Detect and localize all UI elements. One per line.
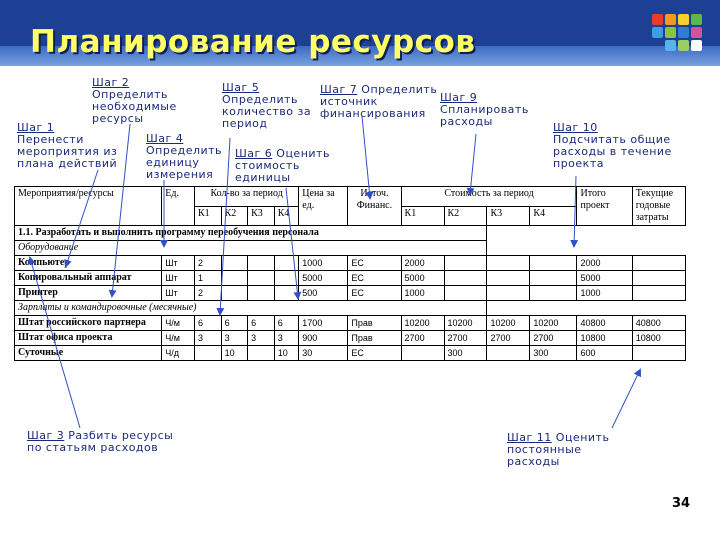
cell-source: ЕС — [348, 286, 401, 301]
cell-current — [632, 256, 685, 271]
cell-qty-q3 — [248, 256, 275, 271]
cell-unit: Ч/м — [162, 316, 195, 331]
cell-price: 900 — [299, 331, 348, 346]
cell-cost-q4: 300 — [530, 346, 577, 361]
cell-current — [632, 271, 685, 286]
cell-qty-q1: 2 — [194, 256, 221, 271]
cell-cost-q1: 2000 — [401, 256, 444, 271]
header-cost-q3: К3 — [487, 206, 530, 226]
arrow-step-11 — [612, 370, 640, 428]
cell-cost-q4: 10200 — [530, 316, 577, 331]
slide-header — [0, 0, 720, 66]
cell-qty-q4 — [274, 271, 299, 286]
cell-source: Прав — [348, 331, 401, 346]
header-current: Текущие годовые затраты — [632, 187, 685, 226]
cell-cost-q4 — [530, 271, 577, 286]
cell-cost-q1 — [401, 346, 444, 361]
cell-qty-q1: 1 — [194, 271, 221, 286]
step-11-note: Шаг 11 Оценить постоянные расходы — [507, 431, 610, 468]
cell-cost-q2 — [444, 256, 487, 271]
step-7-note: Шаг 7 Определить источник финансирования — [320, 83, 438, 120]
cell-cost-q1: 1000 — [401, 286, 444, 301]
cell-cost-q2 — [444, 286, 487, 301]
cell-item: Штат офиса проекта — [15, 331, 162, 346]
cell-source: ЕС — [348, 256, 401, 271]
cell-item: Суточные — [15, 346, 162, 361]
cell-total: 600 — [577, 346, 632, 361]
step-9-note: Шаг 9 Спланировать расходы — [440, 91, 529, 128]
cell-cost-q3 — [487, 346, 530, 361]
group-row — [15, 301, 686, 316]
header-source: Источ. Финанс. — [348, 187, 401, 226]
cell-cost-q3: 10200 — [487, 316, 530, 331]
table-header-row — [15, 187, 686, 207]
cell-qty-q2: 10 — [221, 346, 248, 361]
cell-item: Копировальный аппарат — [15, 271, 162, 286]
cell-unit: Ч/м — [162, 331, 195, 346]
cell-cost-q1: 5000 — [401, 271, 444, 286]
group-equipment: Оборудование — [15, 241, 487, 256]
group-filler — [487, 241, 686, 256]
salary-row — [15, 346, 686, 361]
cell-source: Прав — [348, 316, 401, 331]
cell-cost-q4: 2700 — [530, 331, 577, 346]
equipment-row — [15, 286, 686, 301]
cell-qty-q2 — [221, 271, 248, 286]
header-cost-q1: К1 — [401, 206, 444, 226]
section-title: 1.1. Разработать и выполнить программу переобучения персонала — [15, 226, 487, 241]
header-cost: Стоимость за период — [401, 187, 577, 207]
page-number: 34 — [672, 496, 691, 511]
cell-price: 5000 — [299, 271, 348, 286]
cell-price: 1700 — [299, 316, 348, 331]
salary-row — [15, 316, 686, 331]
group-row — [15, 241, 686, 256]
header-q2: К2 — [221, 206, 248, 226]
step-5-note: Шаг 5 Определить количество за период — [222, 81, 312, 130]
cell-qty-q2 — [221, 256, 248, 271]
cell-unit: Шт — [162, 271, 195, 286]
cell-cost-q2: 2700 — [444, 331, 487, 346]
cell-qty-q1: 6 — [194, 316, 221, 331]
cell-price: 30 — [299, 346, 348, 361]
cell-item: Компьютер — [15, 256, 162, 271]
cell-cost-q3: 2700 — [487, 331, 530, 346]
arrow-step-9 — [470, 134, 476, 194]
section-row — [15, 226, 686, 241]
cell-price: 1000 — [299, 256, 348, 271]
header-item: Мероприятия/ресурсы — [15, 187, 162, 226]
cell-qty-q4: 3 — [274, 331, 299, 346]
header-cost-q2: К2 — [444, 206, 487, 226]
cell-qty-q3 — [248, 271, 275, 286]
cell-cost-q3 — [487, 256, 530, 271]
cell-qty-q3 — [248, 286, 275, 301]
slide-title: Планирование ресурсов — [30, 24, 476, 60]
cell-qty-q1: 2 — [194, 286, 221, 301]
header-q1: К1 — [194, 206, 221, 226]
header-q3: К3 — [248, 206, 275, 226]
step-1-note: Шаг 1 Перенести мероприятия из плана действий — [17, 121, 118, 170]
header-total: Итого проект — [577, 187, 632, 226]
cell-item: Штат российского партнера — [15, 316, 162, 331]
equipment-row — [15, 271, 686, 286]
color-squares-logo — [652, 14, 704, 54]
cell-qty-q1: 3 — [194, 331, 221, 346]
cell-total: 5000 — [577, 271, 632, 286]
cell-cost-q4 — [530, 286, 577, 301]
section-filler — [487, 226, 686, 241]
cell-price: 500 — [299, 286, 348, 301]
step-4-note: Шаг 4 Определить единицу измерения — [146, 132, 223, 181]
cell-total: 2000 — [577, 256, 632, 271]
cell-source: ЕС — [348, 271, 401, 286]
header-qty: Кол-во за период — [194, 187, 298, 207]
cell-cost-q3 — [487, 286, 530, 301]
cell-qty-q2: 3 — [221, 331, 248, 346]
salary-rows — [15, 316, 686, 361]
cell-current — [632, 346, 685, 361]
cell-cost-q2: 10200 — [444, 316, 487, 331]
cell-unit: Шт — [162, 256, 195, 271]
cell-current: 40800 — [632, 316, 685, 331]
cell-qty-q2: 6 — [221, 316, 248, 331]
cell-qty-q3 — [248, 346, 275, 361]
cell-qty-q4 — [274, 286, 299, 301]
group-salaries: Зарплаты и командировочные (месячные) — [15, 301, 487, 316]
cell-cost-q2 — [444, 271, 487, 286]
header-cost-q4: К4 — [530, 206, 577, 226]
cell-qty-q3: 6 — [248, 316, 275, 331]
cell-qty-q2 — [221, 286, 248, 301]
cell-cost-q2: 300 — [444, 346, 487, 361]
cell-total: 1000 — [577, 286, 632, 301]
cell-current: 10800 — [632, 331, 685, 346]
cell-current — [632, 286, 685, 301]
cell-cost-q4 — [530, 256, 577, 271]
cell-qty-q4: 10 — [274, 346, 299, 361]
equipment-rows — [15, 256, 686, 301]
header-price: Цена за ед. — [299, 187, 348, 226]
cell-total: 40800 — [577, 316, 632, 331]
salary-row — [15, 331, 686, 346]
cell-cost-q1: 2700 — [401, 331, 444, 346]
cell-qty-q4 — [274, 256, 299, 271]
group-filler — [487, 301, 686, 316]
cell-total: 10800 — [577, 331, 632, 346]
header-q4: К4 — [274, 206, 299, 226]
header-unit: Ед. — [162, 187, 195, 226]
resource-table — [14, 186, 686, 361]
cell-source: ЕС — [348, 346, 401, 361]
cell-unit: Шт — [162, 286, 195, 301]
cell-unit: Ч/д — [162, 346, 195, 361]
cell-qty-q3: 3 — [248, 331, 275, 346]
step-3-note: Шаг 3 Разбить ресурсы по статьям расходов — [27, 429, 174, 454]
cell-qty-q4: 6 — [274, 316, 299, 331]
cell-item: Принтер — [15, 286, 162, 301]
cell-cost-q1: 10200 — [401, 316, 444, 331]
step-10-note: Шаг 10 Подсчитать общие расходы в течение проекта — [553, 121, 672, 170]
step-2-note: Шаг 2 Определить необходимые ресурсы — [92, 76, 177, 125]
equipment-row — [15, 256, 686, 271]
cell-qty-q1 — [194, 346, 221, 361]
step-6-note: Шаг 6 Оценить стоимость единицы — [235, 147, 330, 184]
cell-cost-q3 — [487, 271, 530, 286]
